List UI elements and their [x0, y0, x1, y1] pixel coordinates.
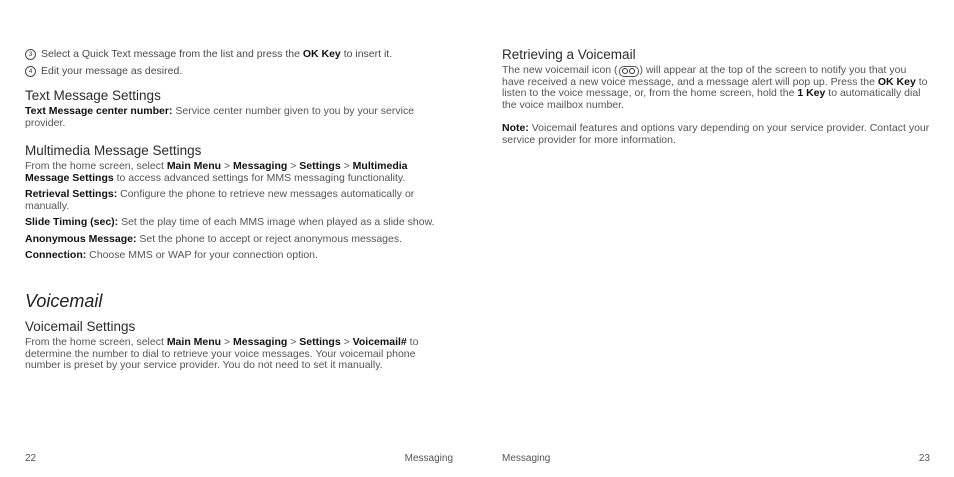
retrieving-voicemail-section — [502, 47, 930, 151]
left-page — [25, 0, 453, 477]
retrieving-text: The new voicemail icon ( ) will appear at the top of the screen to notify you that you have received a new voice message, and a message alert will pop up. Press the OK Key to listen to the voice message, or, from the home screen, hold the 1 Key to automatically dial the voice mailbox number. — [502, 64, 928, 111]
footer-section-label: Messaging — [404, 453, 453, 464]
chapter-title: Voicemail — [25, 291, 103, 311]
note-text: Note: Voicemail features and options vary depending on your service provider. Contact your service provider for more information. — [502, 122, 930, 146]
section-heading: Multimedia Message Settings — [25, 143, 202, 158]
right-page — [502, 0, 930, 477]
section-heading: Retrieving a Voicemail — [502, 47, 636, 62]
page-number: 22 — [25, 453, 37, 464]
setting-slide-timing: Slide Timing (sec): Set the play time of each MMS image when played as a slide show. — [25, 216, 435, 228]
setting-description: Text Message center number: Service center number given to you by your service provider. — [25, 105, 415, 129]
section-heading: Voicemail Settings — [25, 319, 136, 334]
setting-retrieval: Retrieval Settings: Configure the phone to retrieve new messages automatically or manually. — [25, 188, 415, 212]
step-4: 4 Edit your message as desired. — [25, 65, 453, 78]
voicemail-settings-section — [25, 319, 435, 377]
voicemail-settings-text: From the home screen, select Main Menu > Messaging > Settings > Voicemail# to determine the number to dial to retrieve your voice messages. Your voicemail phone number is preset by your service provider. You do not need to set it manually. — [25, 336, 419, 371]
section-heading: Text Message Settings — [25, 88, 161, 103]
page-number: 23 — [918, 453, 930, 464]
step-number-icon: 3 — [25, 49, 36, 60]
text-message-settings-section — [25, 88, 453, 134]
setting-anonymous: Anonymous Message: Set the phone to accept or reject anonymous messages. — [25, 232, 403, 245]
setting-connection: Connection: Choose MMS or WAP for your connection option. — [25, 249, 318, 261]
footer-section-label: Messaging — [502, 453, 551, 464]
step-3: 3 Select a Quick Text message from the list and press the OK Key to insert it. — [25, 48, 453, 61]
mms-intro: From the home screen, select Main Menu > Messaging > Settings > Multimedia Message Settings to access advanced settings for MMS messaging functionality. — [25, 160, 408, 184]
mms-settings-section — [25, 143, 453, 267]
step-number-icon: 4 — [25, 66, 36, 77]
